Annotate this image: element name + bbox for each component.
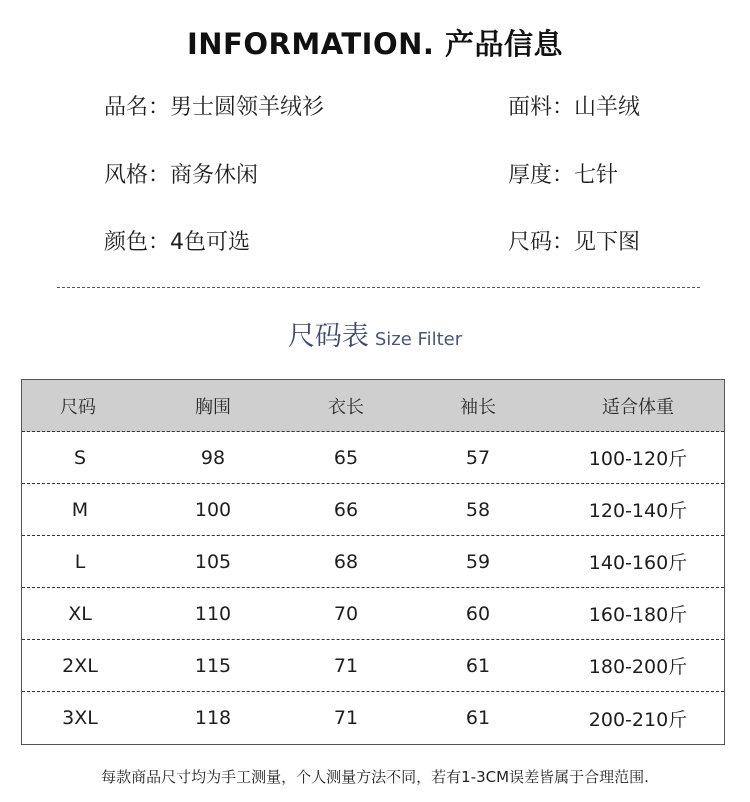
table-row	[22, 484, 724, 536]
cell-weight: 160-180斤	[588, 604, 688, 626]
info-thickness: 厚度：七针	[508, 163, 619, 188]
info-style: 风格：商务休闲	[104, 163, 259, 188]
table-header-row	[22, 380, 724, 432]
cell-sleeve: 60	[465, 602, 491, 625]
cell-size: 2XL	[62, 654, 98, 677]
table-row	[22, 640, 724, 692]
cell-length: 70	[333, 602, 359, 625]
cell-chest: 105	[194, 550, 232, 573]
size-chart-title-en: Size Filter	[374, 329, 463, 350]
header-length: 衣长	[328, 396, 364, 418]
cell-weight: 180-200斤	[588, 656, 688, 678]
cell-chest: 115	[194, 654, 232, 677]
table-row	[22, 536, 724, 588]
info-fabric: 面料：山羊绒	[508, 95, 641, 120]
header-size: 尺码	[60, 396, 96, 418]
cell-size: M	[71, 498, 89, 521]
cell-size: S	[73, 446, 87, 469]
table-row	[22, 588, 724, 640]
cell-chest: 118	[194, 707, 232, 729]
cell-length: 65	[333, 446, 359, 469]
info-size: 尺码：见下图	[508, 230, 641, 255]
cell-chest: 98	[200, 446, 226, 469]
cell-sleeve: 59	[465, 550, 491, 573]
table-row	[22, 432, 724, 484]
size-chart-title-cn: 尺码表	[287, 321, 369, 352]
size-table	[21, 379, 725, 745]
dashed-divider	[57, 287, 700, 288]
cell-weight: 120-140斤	[588, 500, 688, 522]
header-chest: 胸围	[195, 396, 231, 418]
cell-length: 71	[333, 654, 359, 677]
cell-sleeve: 61	[465, 707, 491, 729]
cell-sleeve: 58	[465, 498, 491, 521]
info-colors: 颜色：4色可选	[104, 230, 250, 255]
page-title: INFORMATION. 产品信息	[186, 27, 563, 61]
measurement-note: 每款商品尺寸均为手工测量，个人测量方法不同，若有1-3CM误差皆属于合理范围.	[101, 768, 649, 786]
cell-sleeve: 61	[465, 654, 491, 677]
cell-chest: 110	[194, 602, 232, 625]
header-sleeve: 袖长	[460, 396, 496, 418]
cell-length: 71	[333, 707, 359, 729]
cell-size: 3XL	[62, 707, 98, 729]
cell-length: 66	[333, 498, 359, 521]
cell-size: L	[74, 550, 86, 573]
cell-weight: 100-120斤	[588, 448, 688, 470]
header-weight: 适合体重	[602, 396, 674, 418]
cell-chest: 100	[194, 498, 232, 521]
size-chart-heading	[0, 314, 750, 353]
cell-size: XL	[68, 602, 92, 625]
info-product-name: 品名：男士圆领羊绒衫	[104, 95, 325, 120]
cell-sleeve: 57	[465, 446, 491, 469]
cell-length: 68	[333, 550, 359, 573]
cell-weight: 200-210斤	[588, 708, 688, 731]
table-row	[22, 692, 724, 744]
cell-weight: 140-160斤	[588, 552, 688, 574]
